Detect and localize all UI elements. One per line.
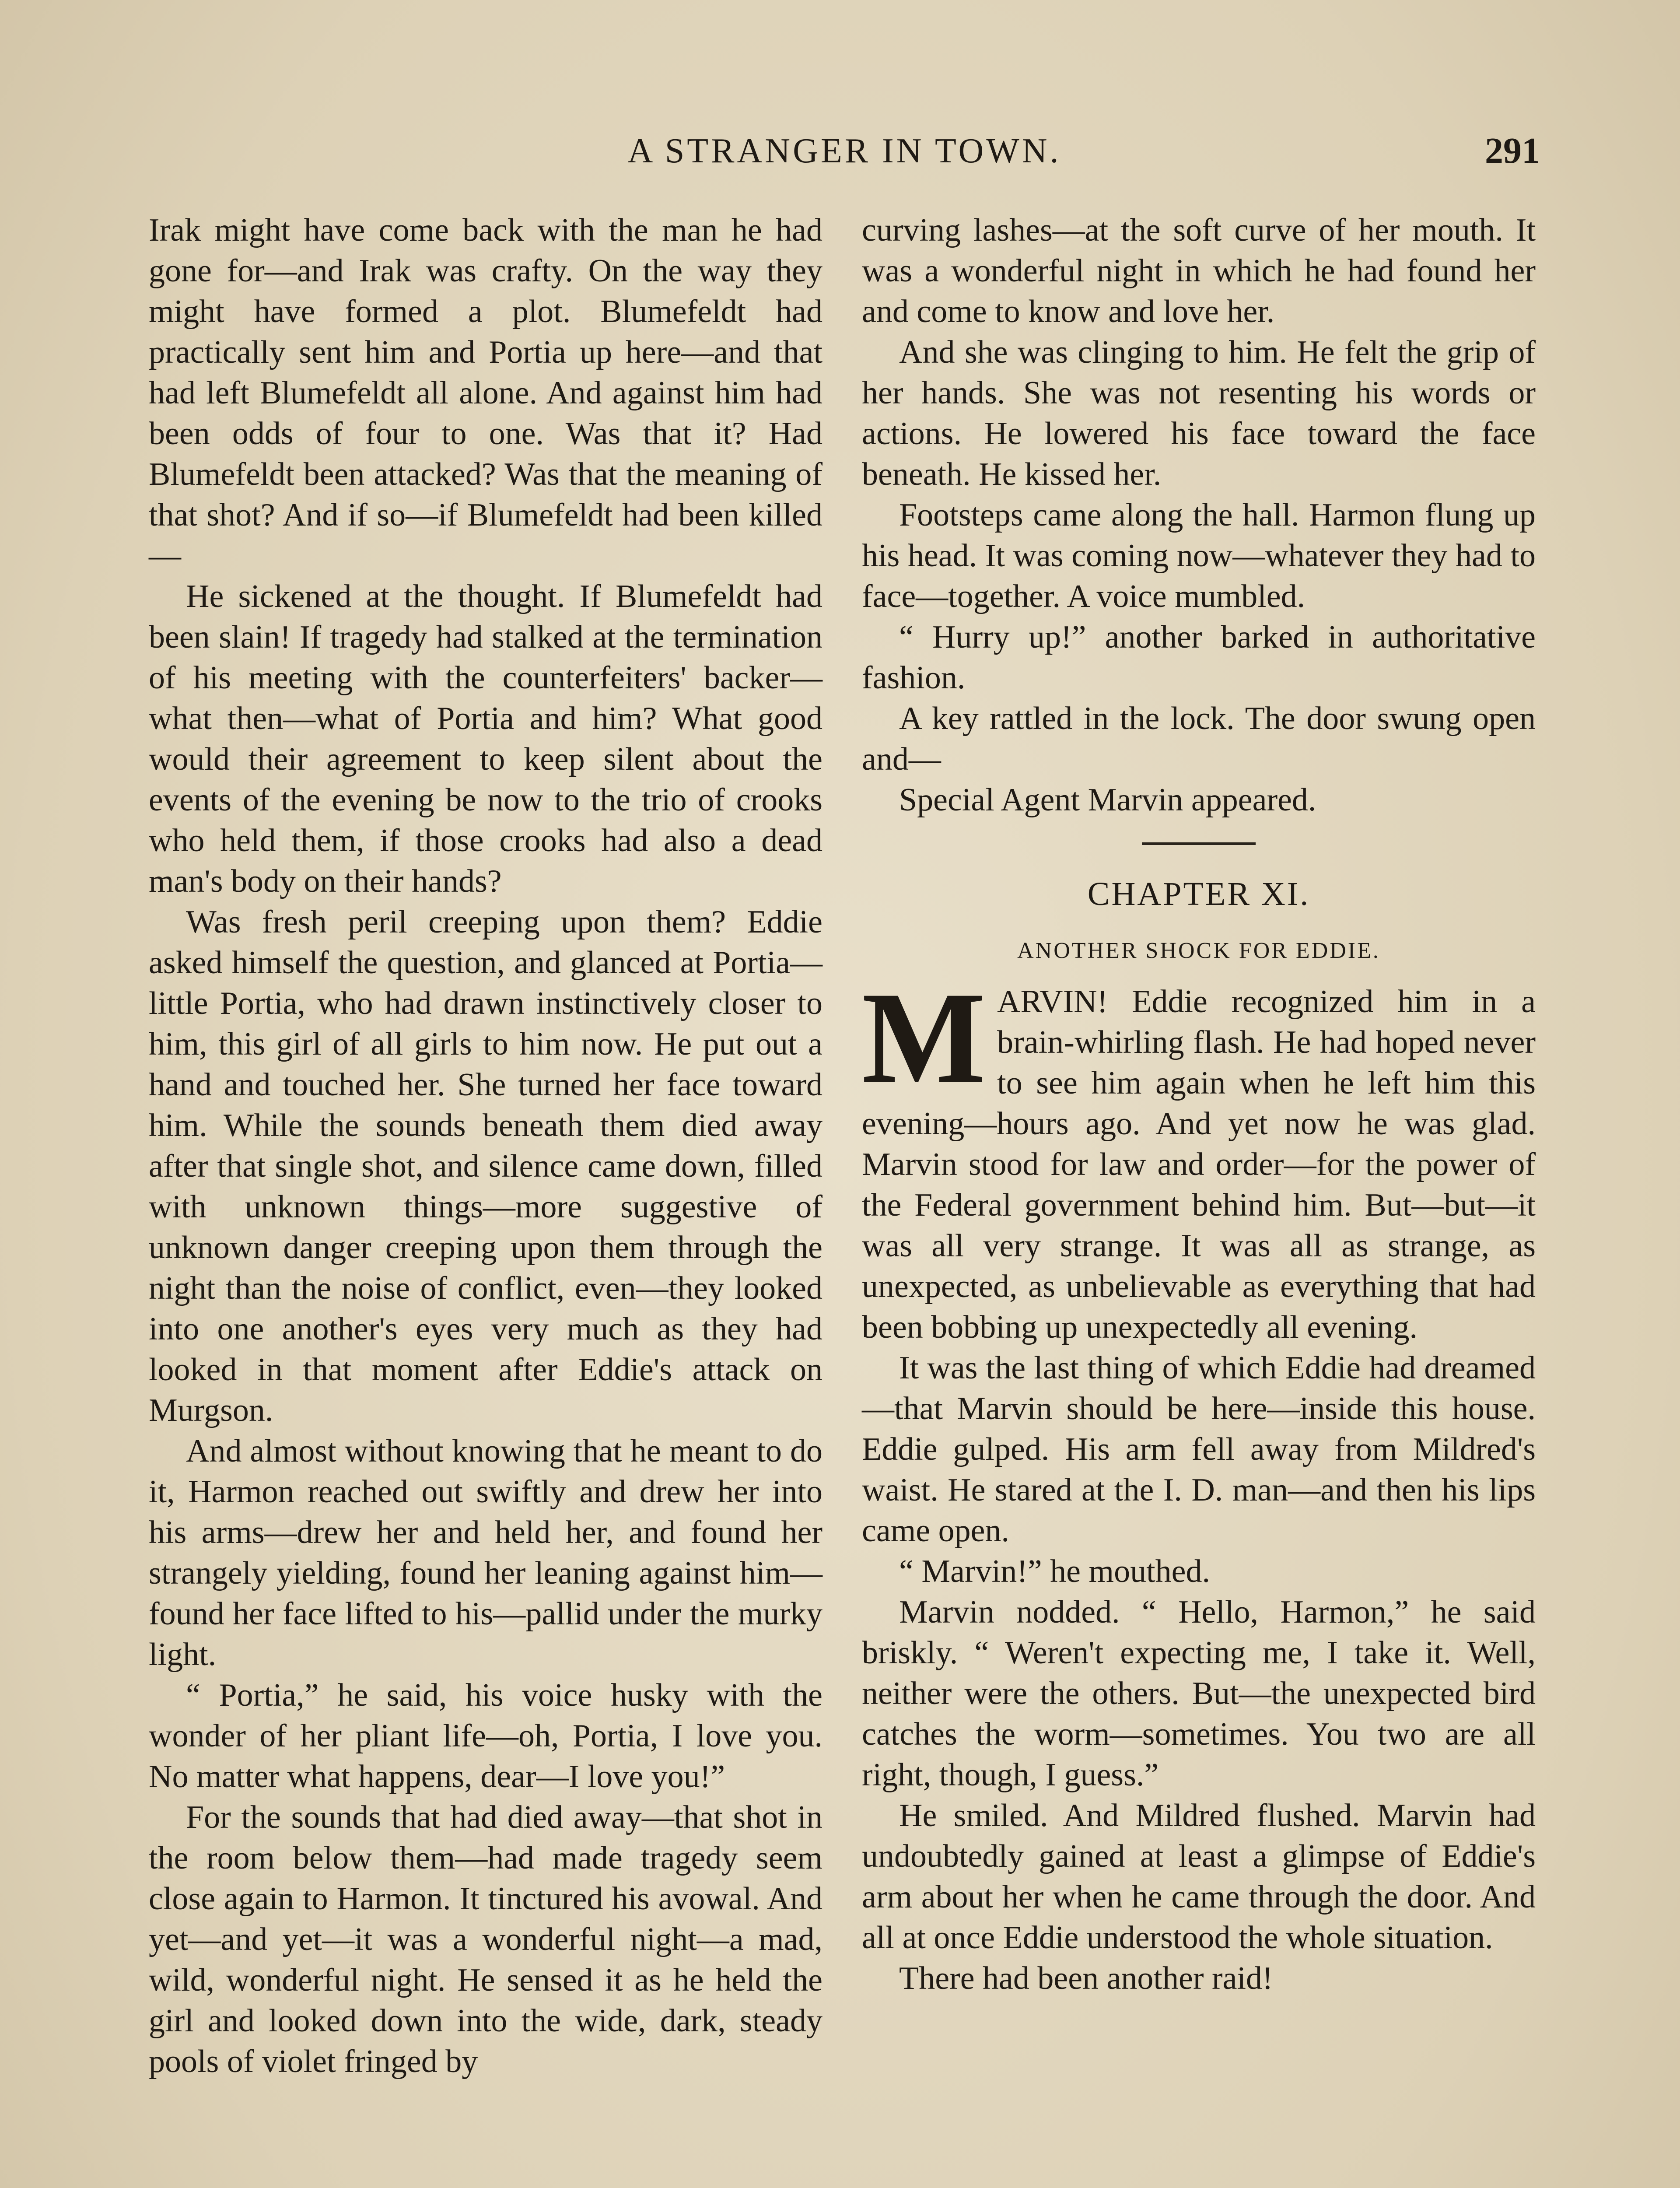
paragraph: It was the last thing of which Eddie had dreamed—that Marvin should be here—inside this house. Eddie gulped. His arm fell away from Mildred's waist. He stared at the I. D. man—and then his lips came open. xyxy=(862,1350,1536,1549)
paragraph: And she was clinging to him. He felt the grip of her hands. She was not resenting his words or actions. He lowered his face toward the face beneath. He kissed her. xyxy=(862,334,1536,492)
drop-cap: M xyxy=(862,965,986,1110)
chapter-opening-paragraph xyxy=(862,965,1536,1348)
running-title: A STRANGER IN TOWN. xyxy=(627,132,1061,170)
paragraph: Marvin nodded. “ Hello, Harmon,” he said briskly. “ Weren't expecting me, I take it. Well, neither were the others. But—the unexpected bird catches the worm—sometimes. You two are all right, though, I guess.” xyxy=(862,1594,1536,1793)
page-header xyxy=(149,125,1540,182)
paragraph: Was fresh peril creeping upon them? Eddie asked himself the question, and glanced at Portia—little Portia, who had drawn instinctively closer to him, this girl of all girls to him now. He put out a hand and touched her. She turned her face toward him. While the sounds beneath them died away after that single shot, and silence came down, filled with unknown things—more suggestive of unknown danger creeping upon them through the night than the noise of conflict, even—they looked into one another's eyes very much as they had looked in that moment after Eddie's attack on Murgson. xyxy=(149,904,822,1428)
paragraph: There had been another raid! xyxy=(899,1960,1273,1996)
chapter-subtitle: ANOTHER SHOCK FOR EDDIE. xyxy=(1017,938,1380,963)
opening-text: ARVIN! Eddie recognized him in a brain-whirling flash. He had hoped never to see him again when he left him this evening—hours ago. And yet now he was glad. Marvin stood for law and order—for the power of the Federal government behind him. But—but—it was all very strange. It was all as strange, as unexpected, as unbelievable as everything that had been bobbing up unexpectedly all evening. xyxy=(862,984,1536,1345)
left-column xyxy=(149,210,822,2082)
section-divider xyxy=(1142,842,1256,845)
paragraph: “ Hurry up!” another barked in authoritative fashion. xyxy=(862,619,1536,696)
paragraph: “ Portia,” he said, his voice husky with the wonder of her pliant life—oh, Portia, I love you. No matter what happens, dear—I love you!” xyxy=(149,1677,822,1795)
paragraph: A key rattled in the lock. The door swung open and— xyxy=(862,701,1536,777)
paragraph: He smiled. And Mildred flushed. Marvin had undoubtedly gained at least a glimpse of Eddie's arm about her when he came through the door. And all at once Eddie understood the whole situation. xyxy=(862,1798,1536,1956)
page-number: 291 xyxy=(1485,130,1540,171)
paragraph: curving lashes—at the soft curve of her mouth. It was a wonderful night in which he had found her and come to know and love her. xyxy=(862,212,1536,330)
paragraph: Special Agent Marvin appeared. xyxy=(899,782,1316,818)
paragraph: Irak might have come back with the man he had gone for—and Irak was crafty. On the way they might have formed a plot. Blumefeldt had practically sent him and Portia up here—and that had left Blumefeldt all alone. And against him had been odds of four to one. Was that it? Had Blumefeldt been attacked? Was that the meaning of that shot? And if so—if Blumefeldt had been killed— xyxy=(149,212,822,574)
paragraph: For the sounds that had died away—that shot in the room below them—had made tragedy seem close again to Harmon. It tinctured his avowal. And yet—and yet—it was a wonderful night—a mad, wild, wonderful night. He sensed it as he held the girl and looked down into the wide, dark, steady pools of violet fringed by xyxy=(149,1799,822,2079)
paragraph: He sickened at the thought. If Blumefeldt had been slain! If tragedy had stalked at the termination of his meeting with the counterfeiters' backer—what then—what of Portia and him? What good would their agreement to keep silent about the events of the evening be now to the trio of crooks who held them, if those crooks had also a dead man's body on their hands? xyxy=(149,579,822,899)
right-column xyxy=(862,210,1536,1999)
paragraph: And almost without knowing that he meant to do it, Harmon reached out swiftly and drew her into his arms—drew her and held her, and found her strangely yielding, found her leaning against him—found her face lifted to his—pallid under the murky light. xyxy=(149,1433,822,1673)
paragraph: Footsteps came along the hall. Harmon flung up his head. It was coming now—whatever they had to face—together. A voice mumbled. xyxy=(862,497,1536,614)
chapter-title: CHAPTER XI. xyxy=(1087,876,1310,912)
paragraph: “ Marvin!” he mouthed. xyxy=(899,1553,1210,1589)
